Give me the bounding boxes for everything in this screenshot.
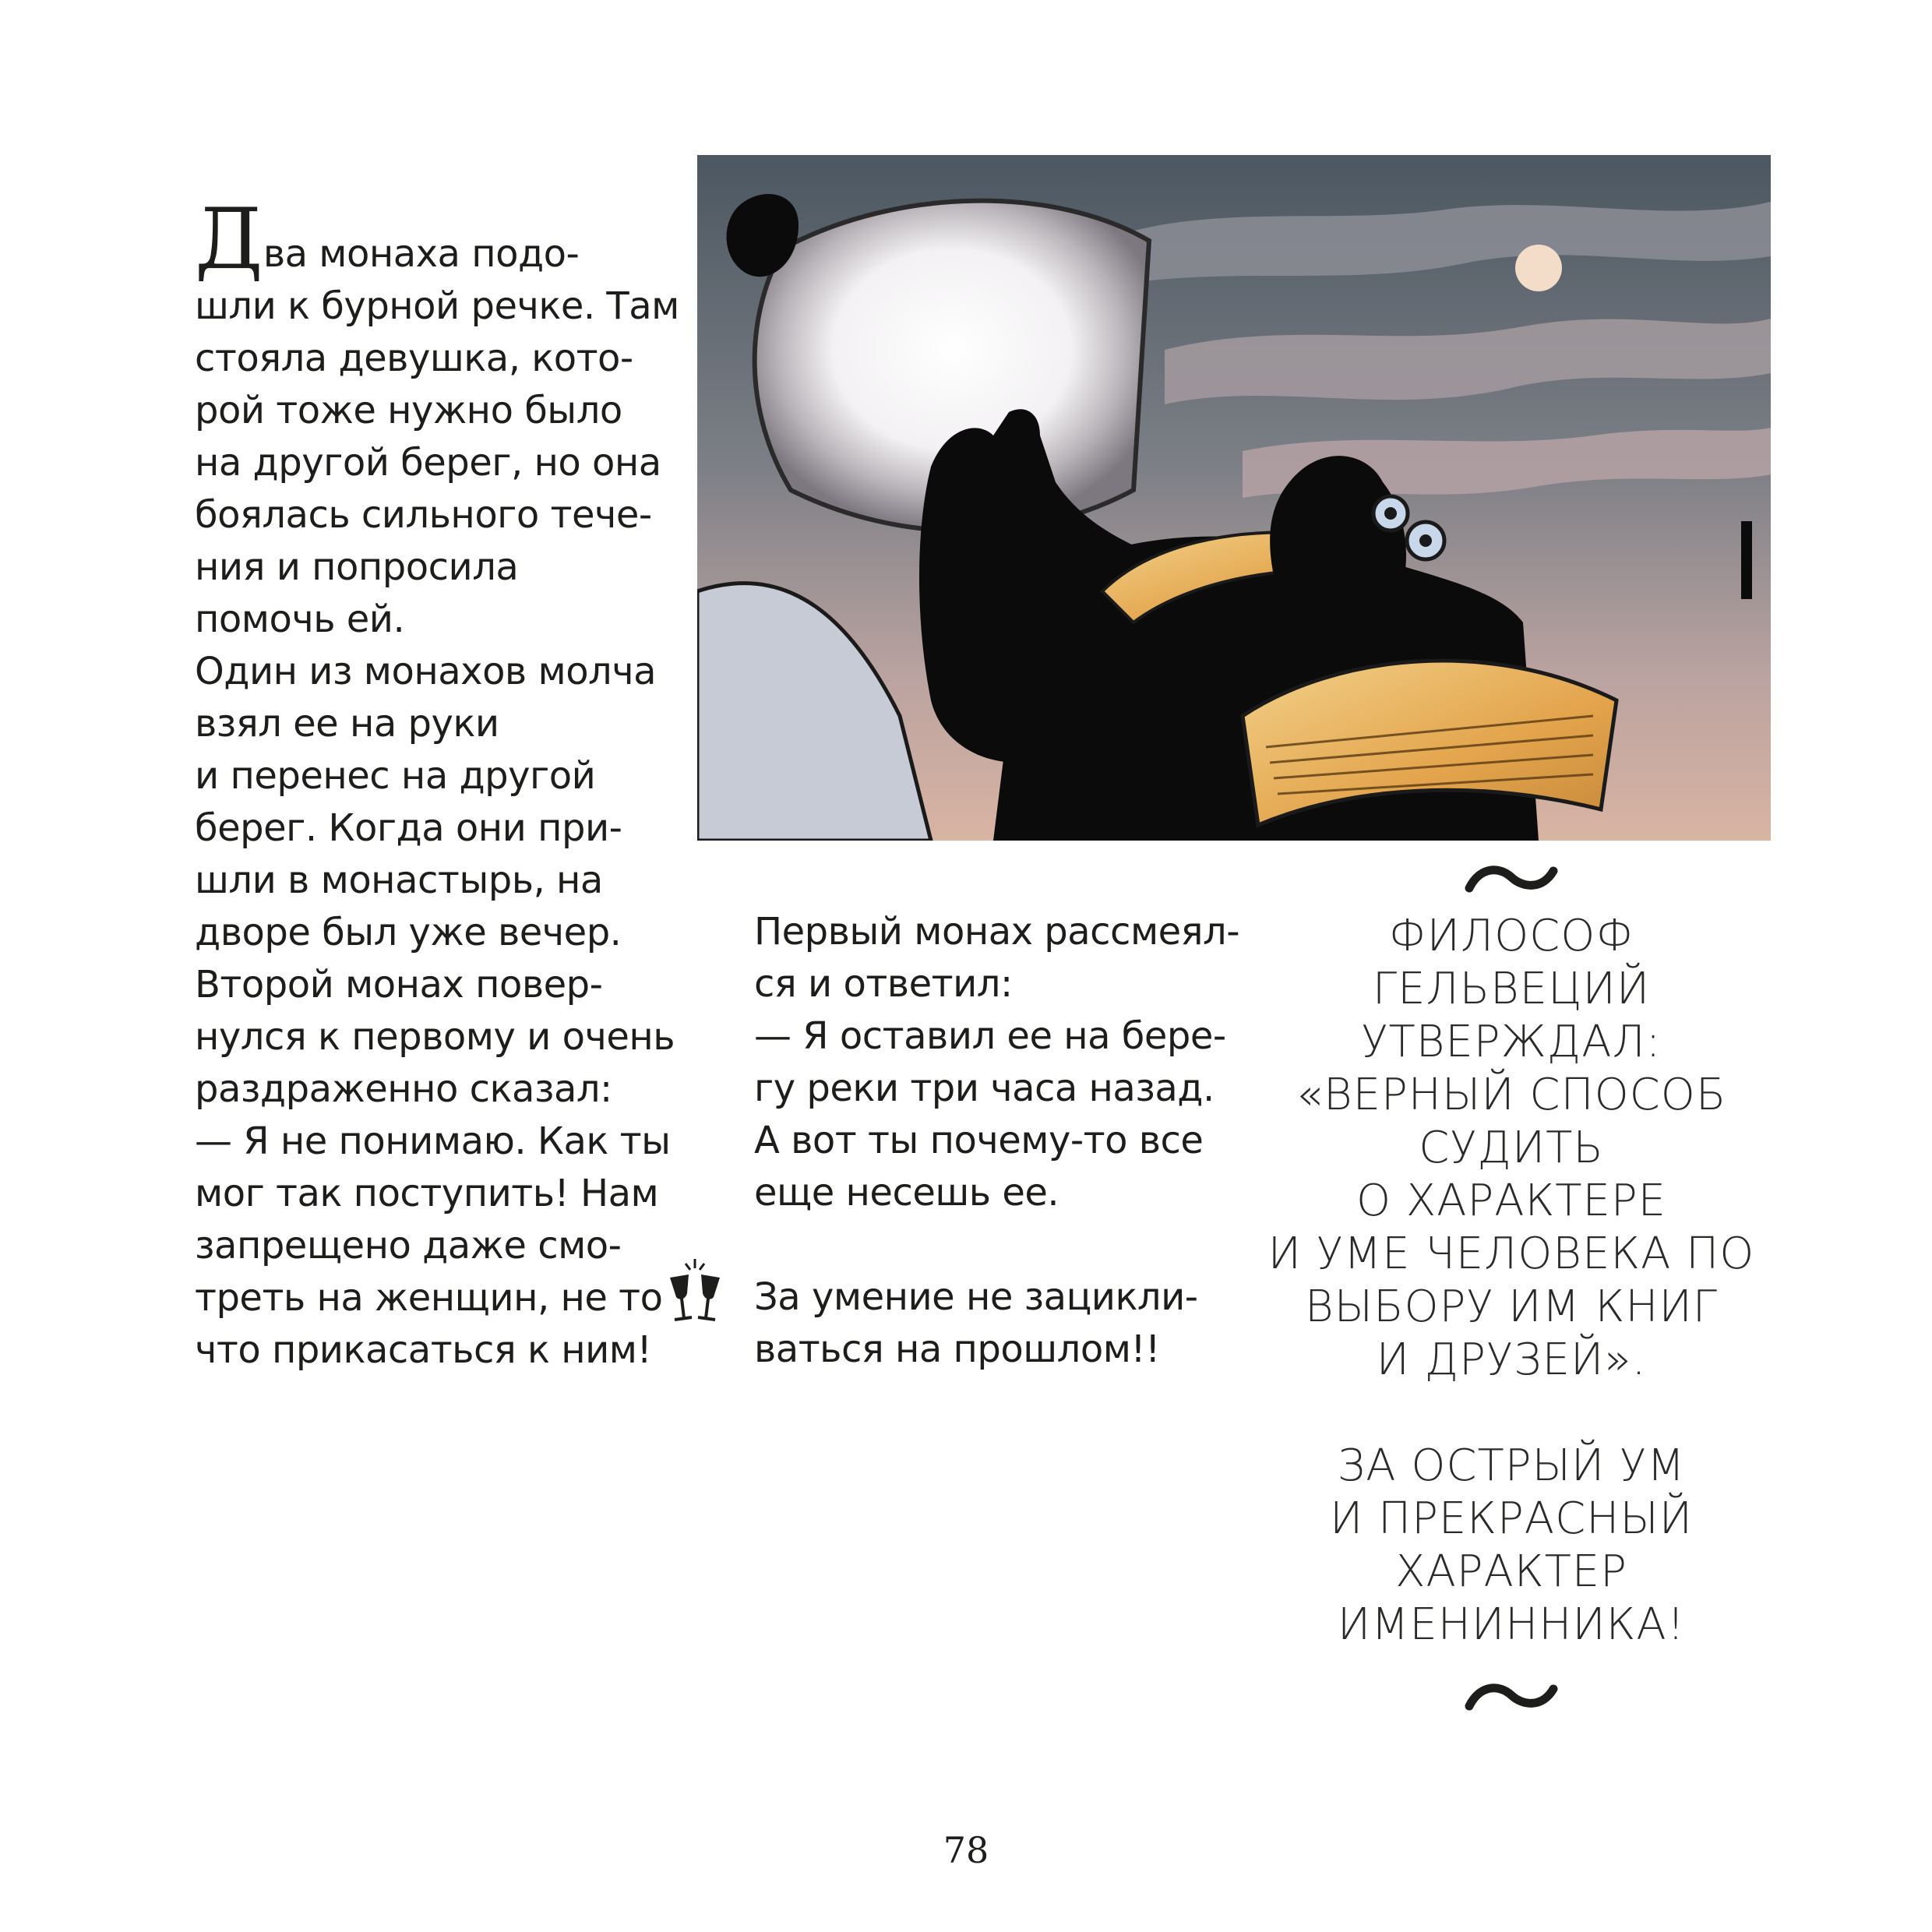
quote-column (1239, 857, 1784, 1722)
tilde-ornament-top (1465, 857, 1558, 904)
quote-line: УТВЕРЖДАЛ: (1361, 1017, 1662, 1067)
story-line: Второй монах повер- (195, 963, 603, 1007)
continuation-line: ся и ответил: (754, 962, 1013, 1006)
toast-line: ваться на прошлом!! (754, 1327, 1160, 1371)
story-line: что прикасаться к ним! (195, 1328, 652, 1372)
continuation-line: гу реки три часа назад. (754, 1066, 1215, 1110)
quote-toast-line: ИМЕНИННИКА! (1337, 1599, 1686, 1650)
story-line: дворе был уже вечер. (195, 911, 622, 954)
continuation-line: — Я оставил ее на бере- (754, 1014, 1226, 1058)
story-line: треть на женщин, не то (195, 1276, 663, 1320)
story-line: рой тоже нужно было (195, 389, 622, 432)
story-line: нулся к первому и очень (195, 1015, 675, 1059)
story-line: шли в монастырь, на (195, 858, 603, 902)
story-line: запрещено даже смо- (195, 1224, 622, 1267)
quote-line: «ВЕРНЫЙ СПОСОБ (1296, 1070, 1727, 1120)
quote-line: ВЫБОРУ ИМ КНИГ (1305, 1282, 1718, 1332)
illustration-svg (697, 155, 1771, 841)
story-line: помочь ей. (195, 598, 405, 641)
story-first-line-text: ва монаха подо- (263, 232, 580, 276)
tilde-ornament-bottom (1465, 1675, 1558, 1722)
toast-text (754, 1271, 1237, 1376)
story-line: ния и попросила (195, 545, 519, 589)
page-number: 78 (943, 1829, 989, 1871)
quote-text (1239, 910, 1784, 1387)
story-line: мог так поступить! Нам (195, 1172, 659, 1215)
quote-line: ГЕЛЬВЕЦИЙ (1372, 964, 1651, 1014)
story-lines (195, 280, 679, 1377)
story-line: Один из монахов молча (195, 650, 657, 693)
story-column (195, 191, 679, 1377)
continuation-line: еще несешь ее. (754, 1171, 1059, 1215)
story-continuation (754, 906, 1240, 1219)
story-line: на другой берег, но она (195, 441, 661, 485)
story-line: шли к бурной речке. Там (195, 284, 679, 328)
story-first-line (195, 191, 662, 288)
quote-line: ФИЛОСОФ (1388, 911, 1634, 961)
quote-toast-text (1239, 1440, 1784, 1652)
continuation-line: Первый монах рассмеял- (754, 910, 1240, 954)
clinking-glasses-icon (662, 1254, 728, 1327)
story-line: и перенес на другой (195, 754, 596, 798)
continuation-line: А вот ты почему-то все (754, 1119, 1204, 1162)
story-line: — Я не понимаю. Как ты (195, 1119, 671, 1163)
story-line: раздраженно сказал: (195, 1067, 612, 1111)
drop-cap: Д (195, 191, 263, 288)
story-line: взял ее на руки (195, 702, 499, 746)
quote-line: И УМЕ ЧЕЛОВЕКА ПО (1267, 1229, 1755, 1279)
quote-line: О ХАРАКТЕРЕ (1356, 1176, 1667, 1226)
quote-line: И ДРУЗЕЙ». (1376, 1334, 1647, 1385)
quote-toast-line: И ПРЕКРАСНЫЙ (1329, 1493, 1694, 1544)
quote-line: СУДИТЬ (1419, 1123, 1604, 1173)
story-line: берег. Когда они при- (195, 806, 622, 850)
illustration-man-reading-in-bed (697, 155, 1771, 841)
toast-line: За умение не зацикли- (754, 1275, 1198, 1319)
story-line: стояла девушка, кото- (195, 337, 633, 380)
quote-toast-line: ХАРАКТЕР (1395, 1546, 1627, 1597)
story-line: боялась сильного тече- (195, 493, 652, 537)
quote-toast-line: ЗА ОСТРЫЙ УМ (1337, 1440, 1686, 1491)
